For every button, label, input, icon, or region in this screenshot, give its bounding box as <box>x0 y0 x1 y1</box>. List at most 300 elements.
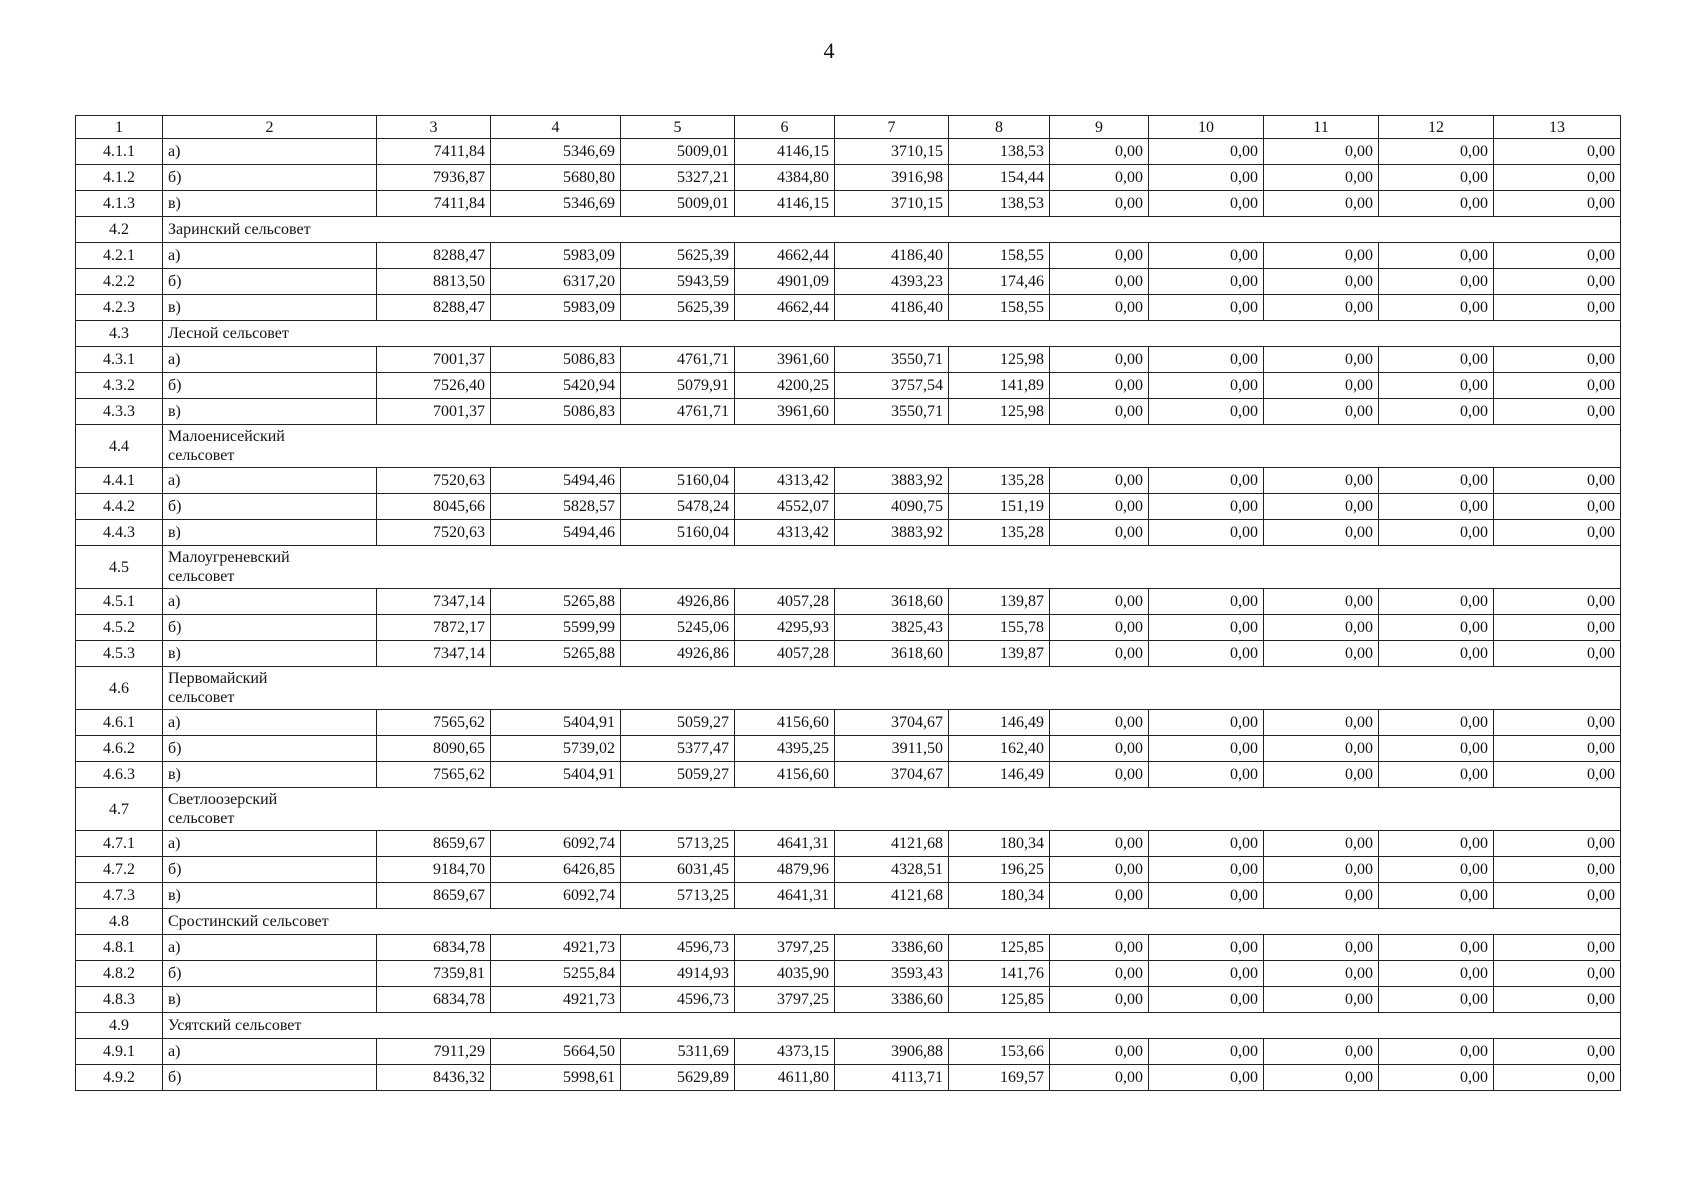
value-cell: 125,85 <box>949 935 1050 961</box>
value-cell: 0,00 <box>1494 762 1621 788</box>
value-cell: 0,00 <box>1494 399 1621 425</box>
value-cell: 0,00 <box>1149 589 1264 615</box>
value-cell: 0,00 <box>1050 762 1149 788</box>
value-cell: 0,00 <box>1494 520 1621 546</box>
row-code: 4.4 <box>76 425 163 468</box>
value-cell: 6031,45 <box>621 857 735 883</box>
value-cell: 8659,67 <box>377 883 491 909</box>
value-cell: 4552,07 <box>735 494 835 520</box>
value-cell: 5160,04 <box>621 468 735 494</box>
row-code: 4.1.2 <box>76 165 163 191</box>
value-cell: 4186,40 <box>835 295 949 321</box>
table-row <box>76 399 1621 425</box>
value-cell: 5059,27 <box>621 710 735 736</box>
table-row <box>76 191 1621 217</box>
value-cell: 3916,98 <box>835 165 949 191</box>
row-variant: а) <box>163 710 377 736</box>
value-cell: 0,00 <box>1050 736 1149 762</box>
value-cell: 4113,71 <box>835 1065 949 1091</box>
value-cell: 0,00 <box>1379 191 1494 217</box>
value-cell: 0,00 <box>1050 710 1149 736</box>
row-variant: в) <box>163 641 377 667</box>
value-cell: 151,19 <box>949 494 1050 520</box>
value-cell: 0,00 <box>1149 1039 1264 1065</box>
value-cell: 0,00 <box>1050 494 1149 520</box>
value-cell: 0,00 <box>1264 1065 1379 1091</box>
table-row <box>76 347 1621 373</box>
value-cell: 0,00 <box>1264 494 1379 520</box>
table-row <box>76 831 1621 857</box>
value-cell: 0,00 <box>1264 191 1379 217</box>
value-cell: 3704,67 <box>835 762 949 788</box>
value-cell: 0,00 <box>1149 987 1264 1013</box>
row-code: 4.9.2 <box>76 1065 163 1091</box>
value-cell: 0,00 <box>1050 520 1149 546</box>
value-cell: 3825,43 <box>835 615 949 641</box>
value-cell: 4596,73 <box>621 935 735 961</box>
section-name <box>163 546 1621 589</box>
table-row <box>76 295 1621 321</box>
value-cell: 0,00 <box>1149 762 1264 788</box>
value-cell: 4662,44 <box>735 243 835 269</box>
header-cell: 9 <box>1050 116 1149 139</box>
value-cell: 0,00 <box>1264 165 1379 191</box>
value-cell: 0,00 <box>1050 243 1149 269</box>
value-cell: 0,00 <box>1149 857 1264 883</box>
value-cell: 8288,47 <box>377 295 491 321</box>
row-variant: в) <box>163 295 377 321</box>
value-cell: 6834,78 <box>377 987 491 1013</box>
value-cell: 5009,01 <box>621 191 735 217</box>
value-cell: 3593,43 <box>835 961 949 987</box>
table-row <box>76 243 1621 269</box>
value-cell: 5059,27 <box>621 762 735 788</box>
section-row <box>76 1013 1621 1039</box>
value-cell: 0,00 <box>1050 641 1149 667</box>
value-cell: 5086,83 <box>491 347 621 373</box>
value-cell: 4914,93 <box>621 961 735 987</box>
row-variant: а) <box>163 831 377 857</box>
header-cell: 5 <box>621 116 735 139</box>
value-cell: 0,00 <box>1264 615 1379 641</box>
value-cell: 169,57 <box>949 1065 1050 1091</box>
value-cell: 0,00 <box>1264 399 1379 425</box>
value-cell: 4662,44 <box>735 295 835 321</box>
value-cell: 4313,42 <box>735 468 835 494</box>
value-cell: 0,00 <box>1264 831 1379 857</box>
value-cell: 6426,85 <box>491 857 621 883</box>
section-name-text: Малоенисейский сельсовет <box>168 428 285 464</box>
value-cell: 7565,62 <box>377 710 491 736</box>
value-cell: 0,00 <box>1379 165 1494 191</box>
section-row <box>76 546 1621 589</box>
row-code: 4.5.1 <box>76 589 163 615</box>
value-cell: 0,00 <box>1264 295 1379 321</box>
header-cell: 12 <box>1379 116 1494 139</box>
value-cell: 4057,28 <box>735 589 835 615</box>
value-cell: 5983,09 <box>491 295 621 321</box>
value-cell: 0,00 <box>1264 139 1379 165</box>
value-cell: 0,00 <box>1264 589 1379 615</box>
value-cell: 3550,71 <box>835 399 949 425</box>
row-variant: в) <box>163 399 377 425</box>
value-cell: 7347,14 <box>377 641 491 667</box>
value-cell: 0,00 <box>1494 373 1621 399</box>
value-cell: 4156,60 <box>735 762 835 788</box>
value-cell: 5327,21 <box>621 165 735 191</box>
value-cell: 7520,63 <box>377 468 491 494</box>
table-row <box>76 615 1621 641</box>
section-name-text: Малоугреневский сельсовет <box>168 549 290 585</box>
header-cell: 7 <box>835 116 949 139</box>
row-code: 4.5.2 <box>76 615 163 641</box>
value-cell: 3797,25 <box>735 987 835 1013</box>
value-cell: 138,53 <box>949 139 1050 165</box>
value-cell: 0,00 <box>1494 641 1621 667</box>
value-cell: 0,00 <box>1379 641 1494 667</box>
value-cell: 0,00 <box>1050 615 1149 641</box>
value-cell: 0,00 <box>1050 165 1149 191</box>
row-variant: б) <box>163 615 377 641</box>
row-variant: в) <box>163 191 377 217</box>
value-cell: 139,87 <box>949 589 1050 615</box>
value-cell: 0,00 <box>1264 269 1379 295</box>
value-cell: 4641,31 <box>735 883 835 909</box>
row-code: 4.6.3 <box>76 762 163 788</box>
section-row <box>76 425 1621 468</box>
value-cell: 5625,39 <box>621 295 735 321</box>
value-cell: 0,00 <box>1264 736 1379 762</box>
value-cell: 0,00 <box>1379 468 1494 494</box>
value-cell: 5828,57 <box>491 494 621 520</box>
value-cell: 0,00 <box>1149 494 1264 520</box>
value-cell: 3883,92 <box>835 520 949 546</box>
value-cell: 0,00 <box>1050 589 1149 615</box>
header-cell: 6 <box>735 116 835 139</box>
value-cell: 5420,94 <box>491 373 621 399</box>
value-cell: 7347,14 <box>377 589 491 615</box>
value-cell: 3550,71 <box>835 347 949 373</box>
section-row <box>76 321 1621 347</box>
row-code: 4.7.3 <box>76 883 163 909</box>
value-cell: 0,00 <box>1149 710 1264 736</box>
value-cell: 0,00 <box>1050 468 1149 494</box>
value-cell: 0,00 <box>1379 736 1494 762</box>
value-cell: 5494,46 <box>491 520 621 546</box>
value-cell: 0,00 <box>1379 831 1494 857</box>
value-cell: 0,00 <box>1050 191 1149 217</box>
value-cell: 0,00 <box>1149 347 1264 373</box>
value-cell: 5404,91 <box>491 710 621 736</box>
section-name: Усятский сельсовет <box>163 1013 1621 1039</box>
row-variant: в) <box>163 762 377 788</box>
value-cell: 0,00 <box>1494 961 1621 987</box>
value-cell: 4901,09 <box>735 269 835 295</box>
value-cell: 0,00 <box>1379 1065 1494 1091</box>
value-cell: 139,87 <box>949 641 1050 667</box>
value-cell: 125,98 <box>949 347 1050 373</box>
value-cell: 0,00 <box>1264 468 1379 494</box>
row-code: 4.5.3 <box>76 641 163 667</box>
row-code: 4.4.1 <box>76 468 163 494</box>
value-cell: 4596,73 <box>621 987 735 1013</box>
value-cell: 0,00 <box>1494 615 1621 641</box>
value-cell: 5311,69 <box>621 1039 735 1065</box>
value-cell: 0,00 <box>1494 589 1621 615</box>
value-cell: 7872,17 <box>377 615 491 641</box>
value-cell: 4879,96 <box>735 857 835 883</box>
value-cell: 5346,69 <box>491 139 621 165</box>
value-cell: 196,25 <box>949 857 1050 883</box>
row-code: 4.8.1 <box>76 935 163 961</box>
value-cell: 7565,62 <box>377 762 491 788</box>
value-cell: 0,00 <box>1494 831 1621 857</box>
value-cell: 5079,91 <box>621 373 735 399</box>
value-cell: 8659,67 <box>377 831 491 857</box>
row-code: 4.4.2 <box>76 494 163 520</box>
value-cell: 3386,60 <box>835 935 949 961</box>
value-cell: 0,00 <box>1379 762 1494 788</box>
row-code: 4.9.1 <box>76 1039 163 1065</box>
value-cell: 3618,60 <box>835 641 949 667</box>
value-cell: 0,00 <box>1149 295 1264 321</box>
value-cell: 0,00 <box>1149 935 1264 961</box>
row-code: 4.5 <box>76 546 163 589</box>
value-cell: 4200,25 <box>735 373 835 399</box>
value-cell: 0,00 <box>1149 269 1264 295</box>
value-cell: 4295,93 <box>735 615 835 641</box>
value-cell: 0,00 <box>1050 1065 1149 1091</box>
section-name <box>163 425 1621 468</box>
value-cell: 4611,80 <box>735 1065 835 1091</box>
value-cell: 0,00 <box>1264 373 1379 399</box>
value-cell: 5629,89 <box>621 1065 735 1091</box>
header-cell: 1 <box>76 116 163 139</box>
value-cell: 4090,75 <box>835 494 949 520</box>
value-cell: 5713,25 <box>621 883 735 909</box>
value-cell: 0,00 <box>1050 883 1149 909</box>
row-variant: б) <box>163 736 377 762</box>
value-cell: 4057,28 <box>735 641 835 667</box>
row-code: 4.3 <box>76 321 163 347</box>
value-cell: 0,00 <box>1050 935 1149 961</box>
value-cell: 3961,60 <box>735 399 835 425</box>
row-code: 4.7.1 <box>76 831 163 857</box>
section-row <box>76 217 1621 243</box>
value-cell: 7936,87 <box>377 165 491 191</box>
value-cell: 4926,86 <box>621 641 735 667</box>
value-cell: 6092,74 <box>491 883 621 909</box>
value-cell: 0,00 <box>1050 961 1149 987</box>
value-cell: 0,00 <box>1264 961 1379 987</box>
value-cell: 0,00 <box>1264 935 1379 961</box>
value-cell: 0,00 <box>1050 373 1149 399</box>
value-cell: 0,00 <box>1050 987 1149 1013</box>
value-cell: 180,34 <box>949 831 1050 857</box>
table-row <box>76 1039 1621 1065</box>
value-cell: 0,00 <box>1050 139 1149 165</box>
value-cell: 7411,84 <box>377 191 491 217</box>
value-cell: 0,00 <box>1149 883 1264 909</box>
table-row <box>76 883 1621 909</box>
value-cell: 3906,88 <box>835 1039 949 1065</box>
value-cell: 5943,59 <box>621 269 735 295</box>
value-cell: 8288,47 <box>377 243 491 269</box>
value-cell: 0,00 <box>1050 399 1149 425</box>
value-cell: 162,40 <box>949 736 1050 762</box>
value-cell: 0,00 <box>1264 987 1379 1013</box>
value-cell: 0,00 <box>1494 269 1621 295</box>
value-cell: 4186,40 <box>835 243 949 269</box>
row-variant: в) <box>163 520 377 546</box>
value-cell: 0,00 <box>1494 710 1621 736</box>
value-cell: 4926,86 <box>621 589 735 615</box>
value-cell: 0,00 <box>1379 1039 1494 1065</box>
value-cell: 5983,09 <box>491 243 621 269</box>
value-cell: 0,00 <box>1149 831 1264 857</box>
row-variant: б) <box>163 857 377 883</box>
header-cell: 2 <box>163 116 377 139</box>
table-row <box>76 373 1621 399</box>
row-code: 4.7.2 <box>76 857 163 883</box>
value-cell: 0,00 <box>1379 295 1494 321</box>
value-cell: 0,00 <box>1494 243 1621 269</box>
table-row <box>76 935 1621 961</box>
value-cell: 5713,25 <box>621 831 735 857</box>
value-cell: 7359,81 <box>377 961 491 987</box>
value-cell: 4921,73 <box>491 935 621 961</box>
row-code: 4.8.2 <box>76 961 163 987</box>
value-cell: 5494,46 <box>491 468 621 494</box>
row-code: 4.1.1 <box>76 139 163 165</box>
value-cell: 7520,63 <box>377 520 491 546</box>
value-cell: 0,00 <box>1494 139 1621 165</box>
section-name: Заринский сельсовет <box>163 217 1621 243</box>
table-row <box>76 468 1621 494</box>
row-code: 4.2.1 <box>76 243 163 269</box>
value-cell: 0,00 <box>1149 243 1264 269</box>
row-variant: в) <box>163 883 377 909</box>
value-cell: 0,00 <box>1379 494 1494 520</box>
row-variant: в) <box>163 987 377 1013</box>
row-code: 4.2.2 <box>76 269 163 295</box>
value-cell: 6092,74 <box>491 831 621 857</box>
value-cell: 0,00 <box>1149 373 1264 399</box>
row-code: 4.2.3 <box>76 295 163 321</box>
section-name: Лесной сельсовет <box>163 321 1621 347</box>
row-variant: а) <box>163 1039 377 1065</box>
header-cell: 11 <box>1264 116 1379 139</box>
value-cell: 3911,50 <box>835 736 949 762</box>
table-row <box>76 736 1621 762</box>
value-cell: 0,00 <box>1379 935 1494 961</box>
value-cell: 0,00 <box>1379 139 1494 165</box>
row-code: 4.7 <box>76 788 163 831</box>
value-cell: 0,00 <box>1379 399 1494 425</box>
value-cell: 3797,25 <box>735 935 835 961</box>
value-cell: 0,00 <box>1379 243 1494 269</box>
header-cell: 3 <box>377 116 491 139</box>
value-cell: 7001,37 <box>377 399 491 425</box>
row-variant: а) <box>163 468 377 494</box>
value-cell: 158,55 <box>949 243 1050 269</box>
value-cell: 146,49 <box>949 762 1050 788</box>
value-cell: 0,00 <box>1149 615 1264 641</box>
section-name <box>163 788 1621 831</box>
section-row <box>76 909 1621 935</box>
value-cell: 0,00 <box>1149 520 1264 546</box>
value-cell: 0,00 <box>1149 191 1264 217</box>
table-row <box>76 987 1621 1013</box>
table-body <box>76 116 1621 1091</box>
value-cell: 0,00 <box>1264 710 1379 736</box>
value-cell: 0,00 <box>1264 857 1379 883</box>
value-cell: 5245,06 <box>621 615 735 641</box>
value-cell: 0,00 <box>1264 641 1379 667</box>
value-cell: 0,00 <box>1494 295 1621 321</box>
value-cell: 158,55 <box>949 295 1050 321</box>
row-code: 4.3.3 <box>76 399 163 425</box>
value-cell: 5265,88 <box>491 641 621 667</box>
value-cell: 180,34 <box>949 883 1050 909</box>
value-cell: 0,00 <box>1494 935 1621 961</box>
row-code: 4.8.3 <box>76 987 163 1013</box>
value-cell: 0,00 <box>1379 373 1494 399</box>
value-cell: 0,00 <box>1149 165 1264 191</box>
value-cell: 174,46 <box>949 269 1050 295</box>
value-cell: 0,00 <box>1379 269 1494 295</box>
row-code: 4.6.1 <box>76 710 163 736</box>
table-row <box>76 961 1621 987</box>
value-cell: 0,00 <box>1264 883 1379 909</box>
row-code: 4.1.3 <box>76 191 163 217</box>
value-cell: 4921,73 <box>491 987 621 1013</box>
value-cell: 7526,40 <box>377 373 491 399</box>
value-cell: 5346,69 <box>491 191 621 217</box>
value-cell: 0,00 <box>1149 641 1264 667</box>
table-header-row <box>76 116 1621 139</box>
value-cell: 0,00 <box>1379 961 1494 987</box>
section-name-text: Первомайский сельсовет <box>168 670 268 706</box>
row-variant: а) <box>163 243 377 269</box>
value-cell: 5009,01 <box>621 139 735 165</box>
value-cell: 141,89 <box>949 373 1050 399</box>
table-row <box>76 139 1621 165</box>
row-variant: б) <box>163 961 377 987</box>
row-code: 4.2 <box>76 217 163 243</box>
value-cell: 5680,80 <box>491 165 621 191</box>
value-cell: 138,53 <box>949 191 1050 217</box>
value-cell: 0,00 <box>1379 615 1494 641</box>
value-cell: 0,00 <box>1149 1065 1264 1091</box>
row-variant: б) <box>163 494 377 520</box>
value-cell: 5998,61 <box>491 1065 621 1091</box>
value-cell: 5255,84 <box>491 961 621 987</box>
value-cell: 0,00 <box>1149 736 1264 762</box>
section-row <box>76 667 1621 710</box>
value-cell: 125,98 <box>949 399 1050 425</box>
row-code: 4.3.2 <box>76 373 163 399</box>
value-cell: 8045,66 <box>377 494 491 520</box>
value-cell: 0,00 <box>1379 883 1494 909</box>
section-name-text: Светлоозерский сельсовет <box>168 791 278 827</box>
value-cell: 3757,54 <box>835 373 949 399</box>
value-cell: 0,00 <box>1494 1039 1621 1065</box>
row-variant: б) <box>163 1065 377 1091</box>
header-cell: 13 <box>1494 116 1621 139</box>
value-cell: 0,00 <box>1050 295 1149 321</box>
value-cell: 0,00 <box>1494 987 1621 1013</box>
